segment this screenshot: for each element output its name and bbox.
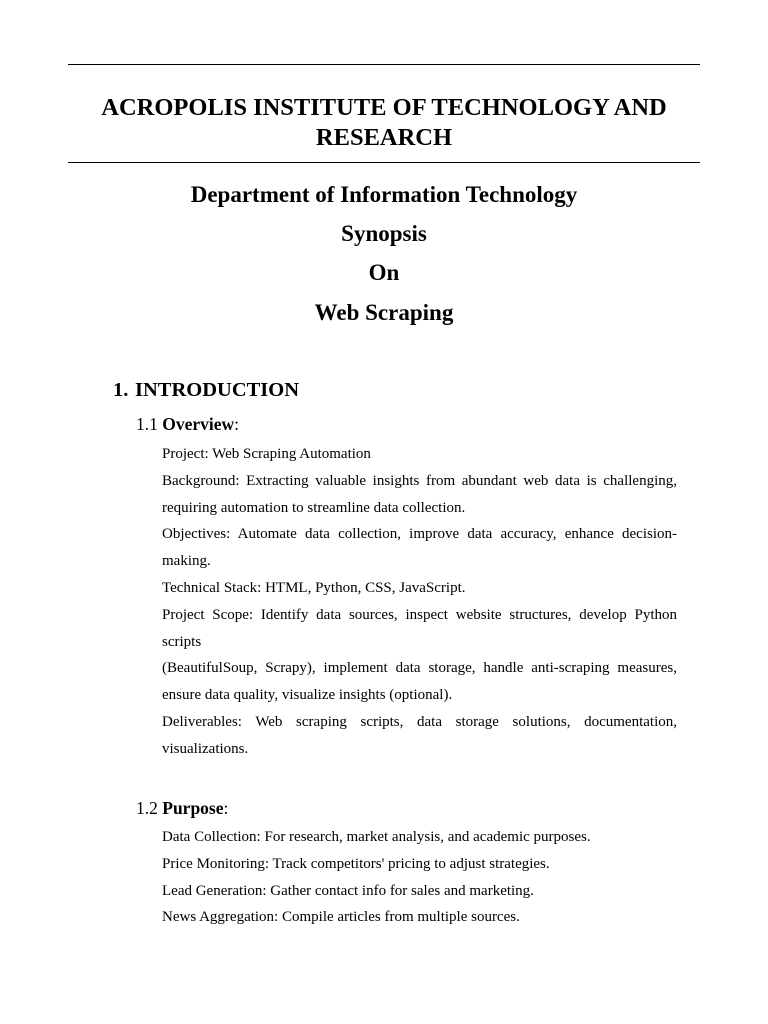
document-type: Synopsis <box>341 221 427 246</box>
purpose-item: Lead Generation: Gather contact info for sales and marketing. <box>162 882 534 899</box>
overview-item: (BeautifulSoup, Scrapy), implement data storage, handle anti-scraping measures, ensure data quality, visualize insights (optional). <box>162 660 677 704</box>
overview-item: Project: Web Scraping Automation <box>162 446 371 462</box>
subsection-number: 1.1 <box>136 414 158 434</box>
overview-body <box>162 441 677 763</box>
subsection-colon: : <box>223 798 229 818</box>
subsection-number: 1.2 <box>136 798 158 818</box>
top-rule <box>68 64 700 65</box>
subsection-title: Overview <box>162 414 235 434</box>
overview-item: Project Scope: Identify data sources, inspect website structures, develop Python scripts <box>162 606 677 650</box>
institute-title: ACROPOLIS INSTITUTE OF TECHNOLOGY AND RESEARCH <box>101 94 667 151</box>
overview-item: Objectives: Automate data collection, improve data accuracy, enhance decision-making. <box>162 526 677 570</box>
bottom-rule <box>68 162 700 163</box>
purpose-body <box>162 824 677 931</box>
subsection-heading-overview <box>136 413 239 435</box>
overview-item: Deliverables: Web scraping scripts, data storage solutions, documentation, visualizations. <box>162 713 677 757</box>
subsection-heading-purpose <box>136 797 228 819</box>
section-title-text: INTRODUCTION <box>135 379 300 401</box>
department-title: Department of Information Technology <box>190 182 578 207</box>
subsection-colon: : <box>234 414 240 434</box>
overview-item: Background: Extracting valuable insights from abundant web data is challenging, requiring automation to streamline data collection. <box>162 472 677 516</box>
section-number: 1. <box>113 379 129 401</box>
title-connector: On <box>368 260 400 285</box>
section-heading <box>113 377 299 403</box>
subsection-title: Purpose <box>162 798 224 818</box>
purpose-item: Data Collection: For research, market analysis, and academic purposes. <box>162 829 591 845</box>
overview-item: Technical Stack: HTML, Python, CSS, JavaScript. <box>162 579 466 596</box>
purpose-item: Price Monitoring: Track competitors' pricing to adjust strategies. <box>162 855 550 872</box>
purpose-item: News Aggregation: Compile articles from multiple sources. <box>162 909 520 926</box>
topic-title: Web Scraping <box>314 300 454 325</box>
